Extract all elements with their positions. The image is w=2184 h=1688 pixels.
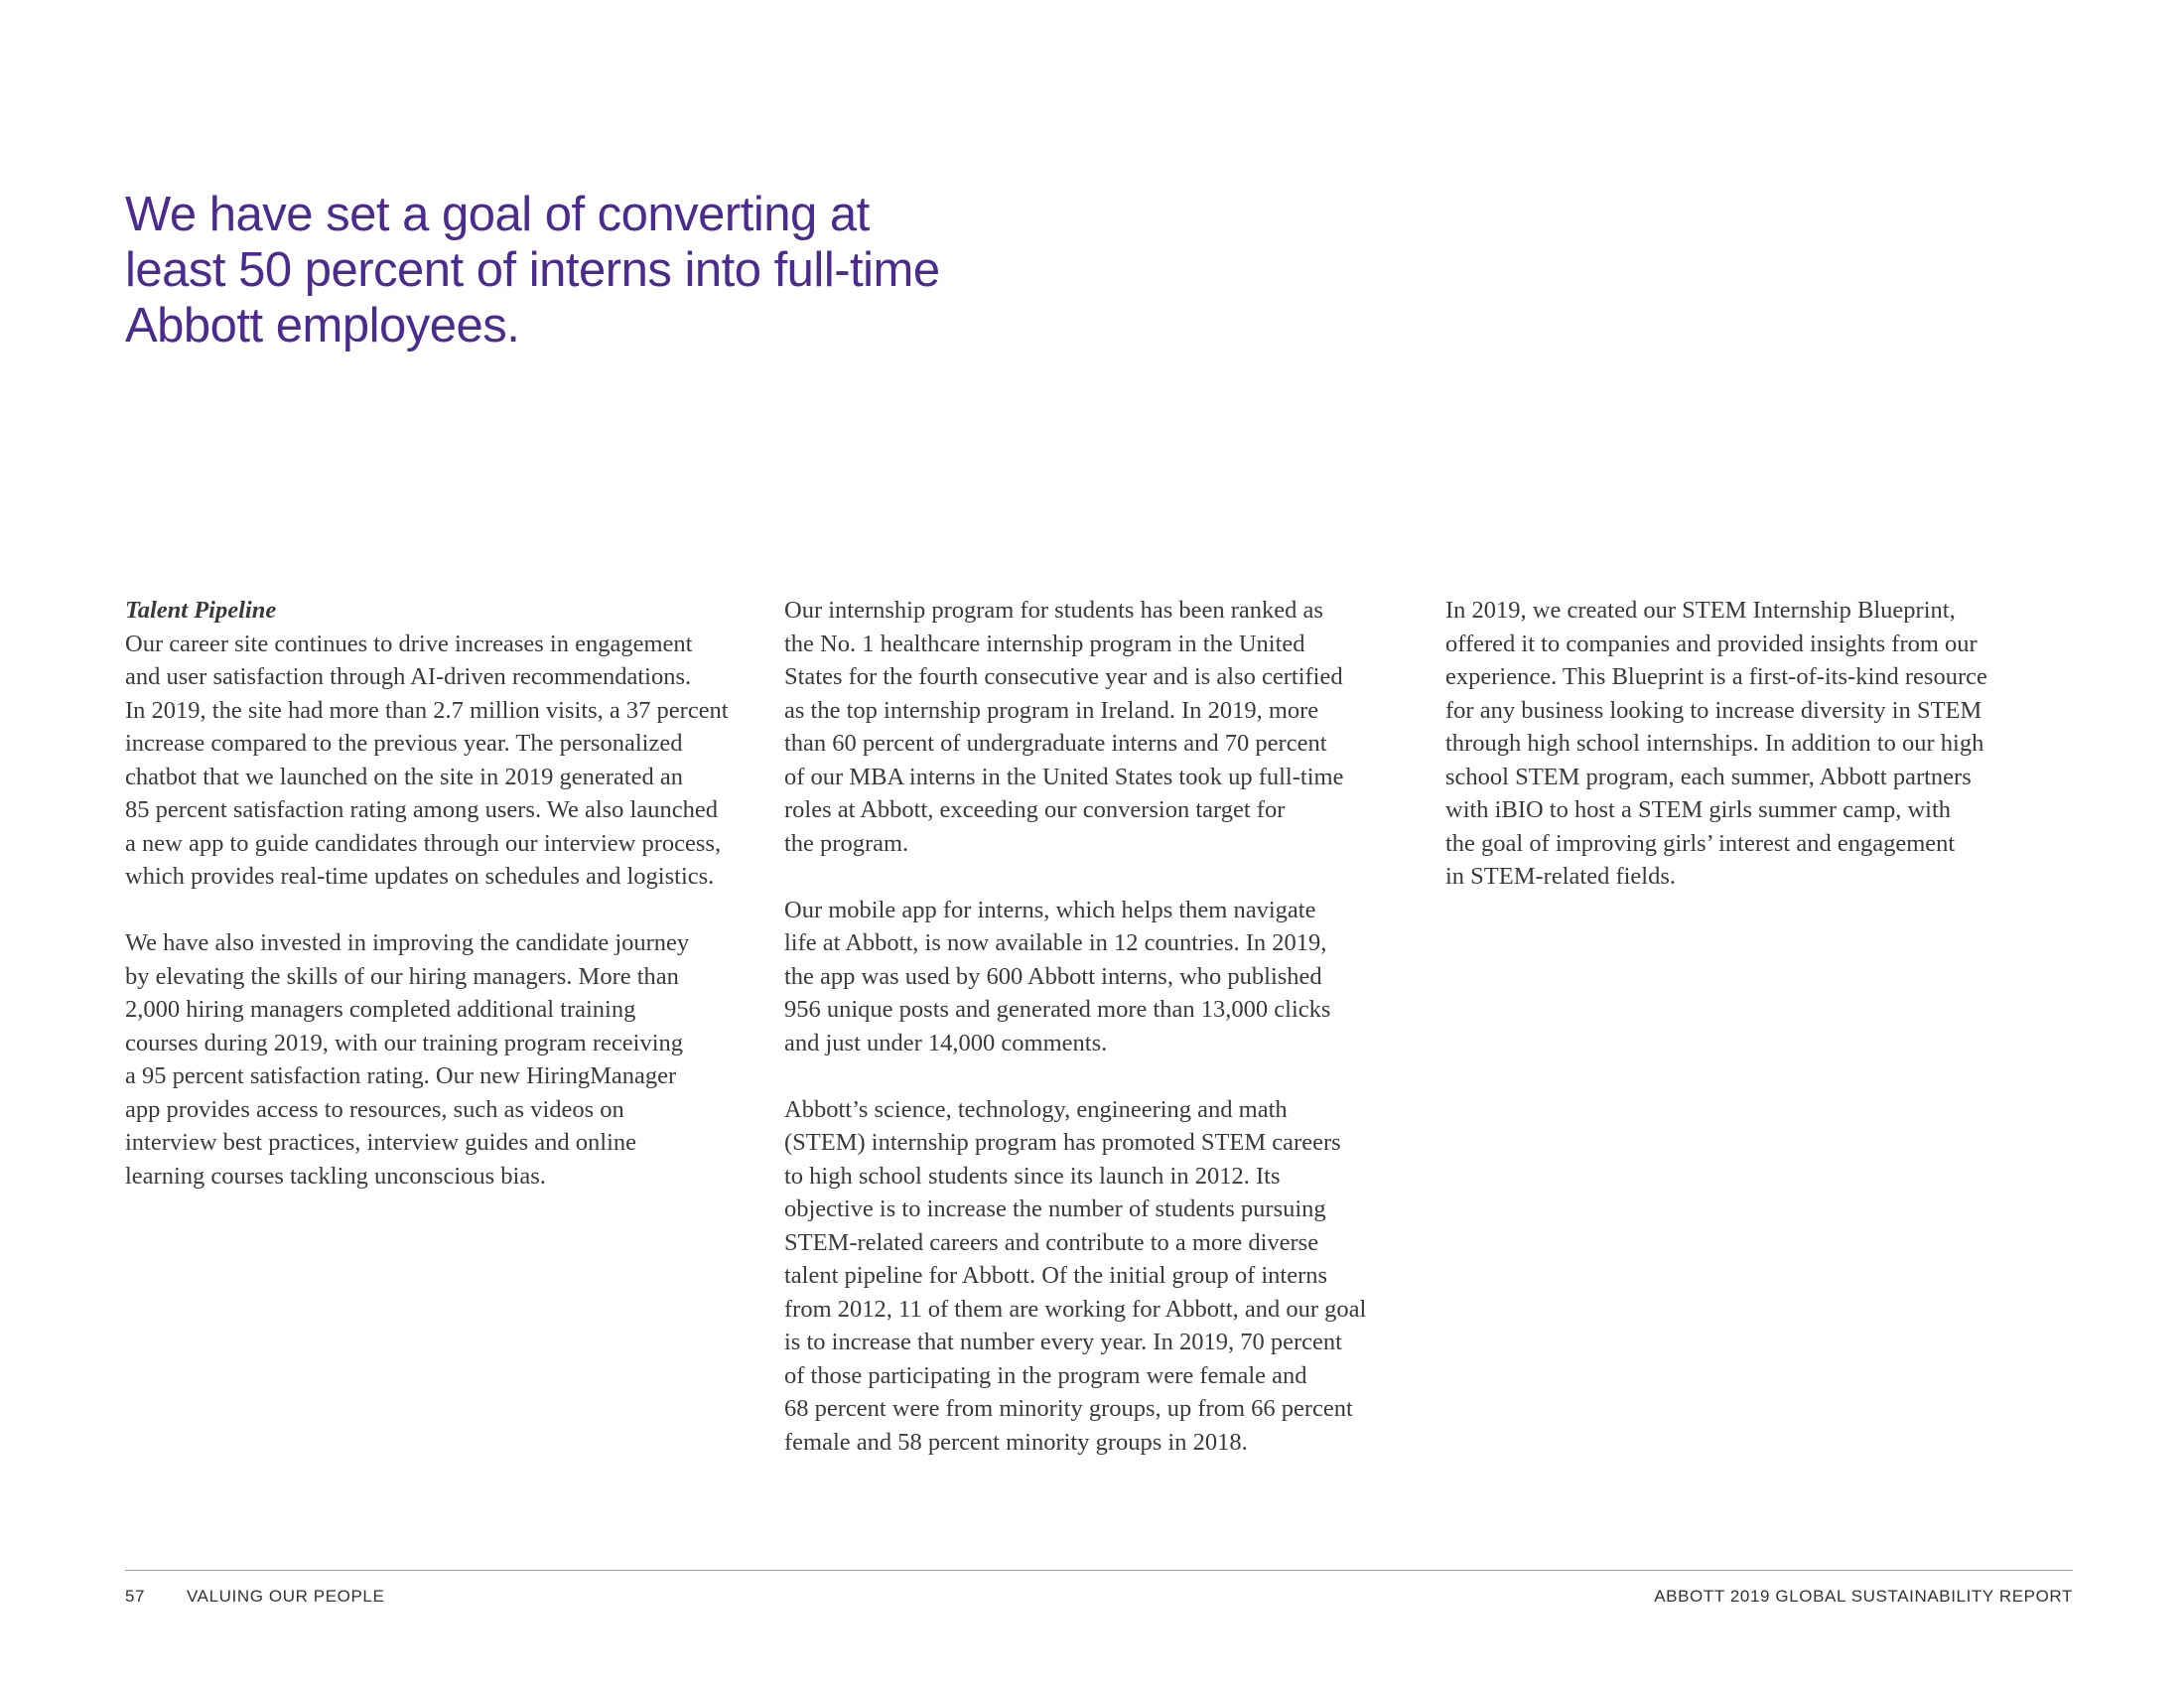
text-line: Our mobile app for interns, which helps them navigate — [784, 896, 1316, 923]
headline-line: Abbott employees. — [125, 299, 520, 352]
text-line: school STEM program, each summer, Abbott partners — [1445, 763, 1972, 790]
paragraph — [1445, 594, 2081, 894]
text-line: States for the fourth consecutive year and is also certified — [784, 663, 1343, 690]
paragraph — [784, 1093, 1420, 1460]
text-column-2 — [784, 594, 1420, 1459]
paragraph-spacer — [784, 1059, 1420, 1093]
paragraph-spacer — [784, 860, 1420, 894]
paragraph — [125, 628, 760, 894]
text-line: Our career site continues to drive increases in engagement — [125, 630, 693, 657]
text-column-3 — [1445, 594, 2081, 894]
text-line: Abbott’s science, technology, engineering and math — [784, 1095, 1288, 1123]
paragraph — [784, 894, 1420, 1060]
page-number: 57 — [125, 1587, 146, 1606]
headline-line: least 50 percent of interns into full-time — [125, 243, 940, 297]
text-line: through high school internships. In addition to our high — [1445, 730, 1984, 757]
footer-section-title: VALUING OUR PEOPLE — [187, 1587, 385, 1606]
text-line: Our internship program for students has been ranked as — [784, 597, 1323, 624]
text-line: in STEM-related fields. — [1445, 863, 1677, 890]
text-line: the program. — [784, 829, 909, 857]
text-line: by elevating the skills of our hiring managers. More than — [125, 962, 679, 990]
text-line: female and 58 percent minority groups in 2018. — [784, 1428, 1248, 1456]
text-line: the app was used by 600 Abbott interns, who published — [784, 962, 1322, 990]
text-line: with iBIO to host a STEM girls summer camp, with — [1445, 796, 1952, 823]
text-line: 2,000 hiring managers completed additional training — [125, 996, 636, 1023]
text-line: 68 percent were from minority groups, up from 66 percent — [784, 1395, 1353, 1422]
paragraph — [784, 594, 1420, 860]
paragraph — [125, 926, 760, 1193]
text-line: In 2019, the site had more than 2.7 million visits, a 37 percent — [125, 696, 729, 724]
text-line: which provides real-time updates on schedules and logistics. — [125, 863, 715, 890]
text-line: for any business looking to increase diversity in STEM — [1445, 696, 1982, 724]
text-line: talent pipeline for Abbott. Of the initial group of interns — [784, 1262, 1328, 1289]
text-line: is to increase that number every year. In 2019, 70 percent — [784, 1329, 1342, 1355]
text-line: experience. This Blueprint is a first-of-its-kind resource — [1445, 663, 1987, 690]
text-line: the No. 1 healthcare internship program in the United — [784, 630, 1305, 657]
paragraph-spacer — [125, 894, 760, 927]
text-line: offered it to companies and provided insights from our — [1445, 630, 1978, 657]
text-line: from 2012, 11 of them are working for Abbott, and our goal — [784, 1295, 1367, 1323]
text-line: roles at Abbott, exceeding our conversion target for — [784, 796, 1286, 823]
text-line: life at Abbott, is now available in 12 countries. In 2019, — [784, 929, 1327, 956]
text-line: 85 percent satisfaction rating among users. We also launched — [125, 796, 718, 823]
text-line: We have also invested in improving the candidate journey — [125, 929, 690, 956]
text-line: as the top internship program in Ireland. In 2019, more — [784, 696, 1319, 724]
text-line: than 60 percent of undergraduate interns and 70 percent — [784, 730, 1327, 757]
text-line: to high school students since its launch in 2012. Its — [784, 1162, 1281, 1190]
text-line: interview best practices, interview guides and online — [125, 1129, 637, 1156]
text-line: objective is to increase the number of students pursuing — [784, 1196, 1326, 1222]
text-line: of those participating in the program were female and — [784, 1361, 1307, 1389]
text-line: In 2019, we created our STEM Internship Blueprint, — [1445, 597, 1956, 624]
section-subheading: Talent Pipeline — [125, 597, 277, 624]
text-line: increase compared to the previous year. The personalized — [125, 730, 683, 757]
text-line: chatbot that we launched on the site in 2019 generated an — [125, 763, 683, 790]
text-line: (STEM) internship program has promoted STEM careers — [784, 1129, 1341, 1156]
text-line: app provides access to resources, such as videos on — [125, 1095, 624, 1123]
text-line: of our MBA interns in the United States took up full-time — [784, 763, 1344, 790]
text-line: a new app to guide candidates through our interview process, — [125, 829, 722, 857]
text-line: the goal of improving girls’ interest and engagement — [1445, 829, 1956, 857]
text-line: a 95 percent satisfaction rating. Our new HiringManager — [125, 1062, 677, 1089]
text-line: STEM-related careers and contribute to a more diverse — [784, 1228, 1319, 1256]
text-column-1 — [125, 594, 760, 1193]
text-line: and just under 14,000 comments. — [784, 1029, 1108, 1056]
footer-divider — [125, 1570, 2073, 1571]
text-line: 956 unique posts and generated more than 13,000 clicks — [784, 996, 1331, 1023]
text-line: and user satisfaction through AI-driven recommendations. — [125, 663, 692, 690]
text-line: courses during 2019, with our training program receiving — [125, 1029, 684, 1056]
headline-line: We have set a goal of converting at — [125, 188, 870, 241]
page-headline — [125, 187, 1019, 353]
text-line: learning courses tackling unconscious bias. — [125, 1162, 546, 1190]
footer-report-title: ABBOTT 2019 GLOBAL SUSTAINABILITY REPORT — [1654, 1587, 2073, 1606]
